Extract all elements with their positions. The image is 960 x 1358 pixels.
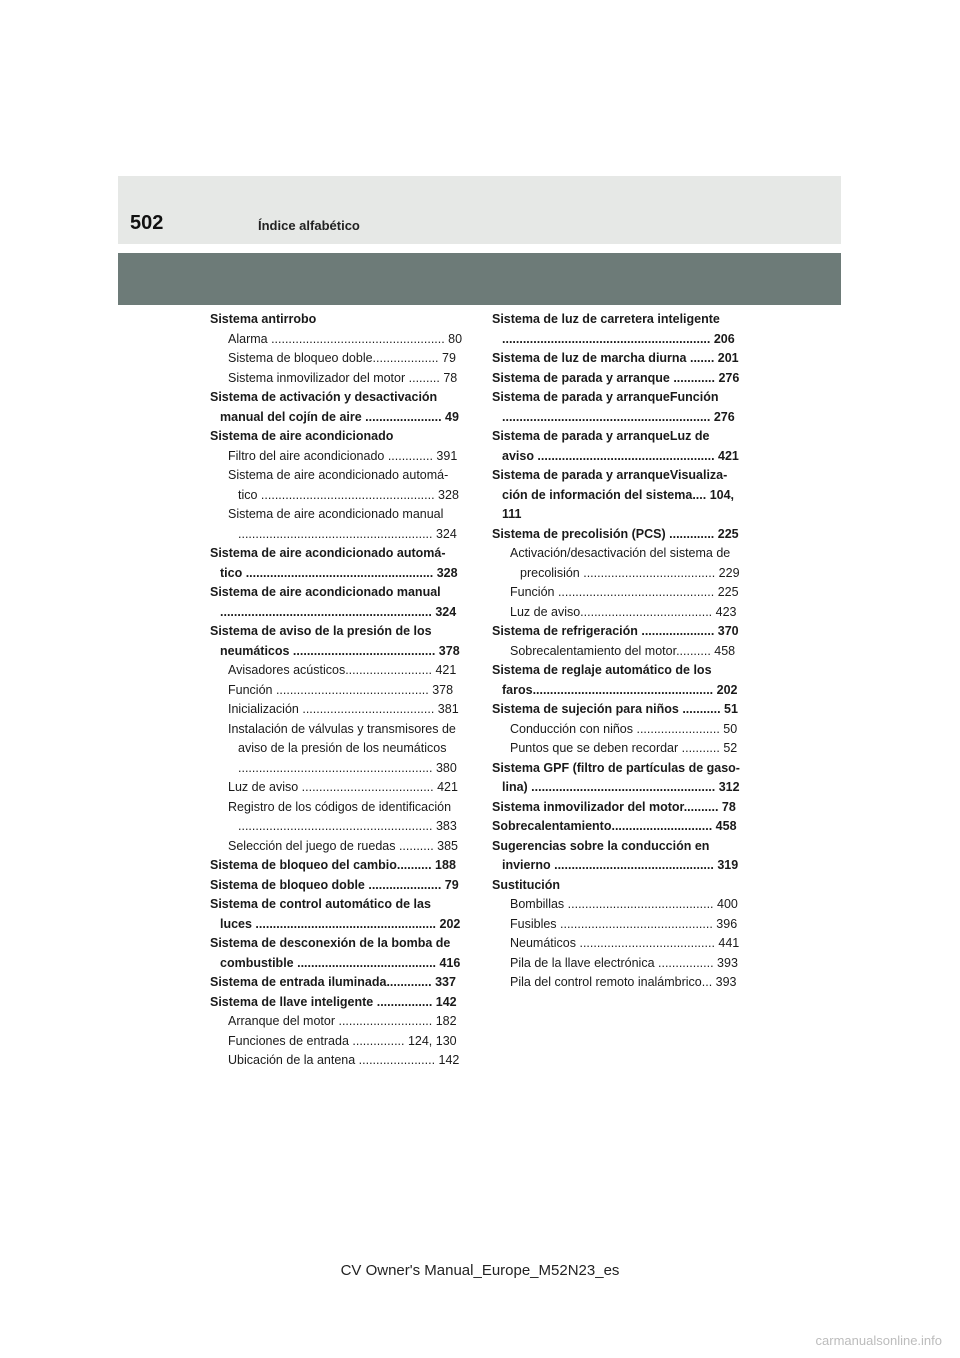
index-entry-sub: Activación/desactivación del sistema de: [510, 546, 731, 560]
index-entry-sub: Registro de los códigos de identificación: [228, 799, 452, 814]
index-column-right: [492, 310, 742, 993]
index-entry-sub: Luz de aviso...................................... 423: [510, 604, 737, 619]
index-entry-main: Sistema de sujeción para niños ........... 51: [492, 702, 738, 716]
index-entry-main: Sistema de luz de carretera inteligente: [492, 312, 720, 326]
index-entry-sub: Sistema de bloqueo doble................... 79: [228, 351, 456, 365]
index-entry-main: Sistema de parada y arranqueLuz de: [492, 429, 710, 443]
index-entry-sub: precolisión ...................................... 229: [520, 565, 740, 580]
index-entry-main: Sistema GPF (filtro de partículas de gaso-: [492, 760, 740, 775]
index-entry-main: ............................................................ 276: [502, 409, 735, 424]
index-entry-sub: Avisadores acústicos......................... 421: [228, 663, 457, 677]
index-entry-main: Sistema de precolisión (PCS) ............. 225: [492, 526, 739, 541]
footer-manual-id: CV Owner's Manual_Europe_M52N23_es: [340, 1262, 620, 1279]
index-entry-sub: Luz de aviso ...................................... 421: [228, 780, 458, 794]
index-entry-sub: tico .................................................. 328: [238, 487, 459, 502]
index-entry-main: Sistema de activación y desactivación: [210, 390, 438, 404]
index-entry-main: Sistema de control automático de las: [210, 897, 431, 911]
section-title: Índice alfabético: [258, 218, 360, 233]
index-entry-main: Sistema de entrada iluminada............. 337: [210, 975, 456, 989]
index-entry-main: luces .................................................... 202: [220, 916, 461, 931]
index-entry-main: Sistema de bloqueo doble ..................... 79: [210, 877, 459, 892]
index-entry-main: Sistema antirrobo: [210, 312, 317, 326]
index-entry-main: ción de información del sistema.... 104,: [502, 487, 735, 502]
index-entry-main: Sistema de aire acondicionado: [210, 429, 394, 443]
index-entry-main: Sistema de parada y arranque ............ 276: [492, 370, 740, 385]
index-entry-sub: Filtro del aire acondicionado ............. 391: [228, 448, 458, 463]
index-entry-sub: Instalación de válvulas y transmisores de: [228, 721, 456, 736]
index-entry-sub: Ubicación de la antena ...................... 142: [228, 1053, 460, 1067]
page-number: 502: [130, 212, 164, 234]
index-entry-main: Sistema inmovilizador del motor.......... 78: [492, 799, 736, 814]
index-entry-main: Sistema de parada y arranqueFunción: [492, 390, 719, 404]
index-entry-sub: ........................................................ 324: [238, 526, 457, 541]
index-entry-main: Sistema de refrigeración ..................... 370: [492, 624, 739, 638]
index-entry-sub: Sistema inmovilizador del motor ......... 78: [228, 370, 458, 385]
index-entry-sub: Neumáticos ....................................... 441: [510, 936, 740, 950]
index-entry-main: Sistema de aviso de la presión de los: [210, 624, 432, 638]
index-entry-sub: Arranque del motor ........................... 182: [228, 1014, 457, 1028]
index-entry-main: Sistema de bloqueo del cambio.......... 188: [210, 858, 456, 872]
watermark: carmanualsonline.info: [815, 1333, 942, 1348]
index-entry-sub: Inicialización ...................................... 381: [228, 702, 459, 716]
index-entry-main: Sistema de aire acondicionado automá-: [210, 546, 446, 560]
section-bar: [118, 253, 841, 305]
index-entry-main: manual del cojín de aire ...................... 49: [220, 409, 459, 424]
index-entry-main: Sobrecalentamiento............................. 458: [492, 819, 737, 833]
index-entry-sub: Puntos que se deben recordar ........... 52: [510, 741, 738, 755]
index-entry-main: tico ...................................................... 328: [220, 565, 458, 580]
index-entry-sub: Alarma .................................................. 80: [228, 331, 462, 346]
index-entry-main: aviso ................................................... 421: [502, 448, 739, 463]
index-entry-sub: Función ............................................ 378: [228, 682, 454, 697]
index-entry-main: Sistema de luz de marcha diurna ....... 201: [492, 351, 739, 365]
index-entry-main: Sustitución: [492, 877, 561, 892]
index-entry-sub: Pila de la llave electrónica ................ 393: [510, 955, 738, 970]
index-entry-main: Sistema de desconexión de la bomba de: [210, 936, 451, 950]
index-entry-sub: Bombillas .......................................... 400: [510, 897, 738, 911]
index-entry-main: lina) ..................................................... 312: [502, 780, 740, 794]
index-entry-main: combustible ........................................ 416: [220, 955, 461, 970]
index-entry-sub: Sistema de aire acondicionado manual: [228, 507, 444, 521]
index-entry-main: ............................................................ 206: [502, 331, 735, 346]
index-entry-main: Sistema de llave inteligente ................ 142: [210, 994, 457, 1009]
index-entry-main: faros.................................................... 202: [502, 682, 738, 697]
index-entry-sub: Sistema de aire acondicionado automá-: [228, 468, 449, 482]
index-entry-sub: Fusibles ............................................ 396: [510, 916, 738, 931]
index-entry-main: Sistema de aire acondicionado manual: [210, 585, 441, 599]
index-column-left: [210, 310, 462, 1071]
index-entry-sub: Conducción con niños ........................ 50: [510, 721, 738, 736]
index-entry-main: neumáticos ......................................... 378: [220, 643, 460, 658]
index-entry-sub: Selección del juego de ruedas .......... 385: [228, 838, 459, 853]
index-entry-sub: ........................................................ 380: [238, 760, 457, 775]
index-entry-main: Sistema de reglaje automático de los: [492, 663, 712, 677]
index-entry-main: Sistema de parada y arranqueVisualiza-: [492, 468, 728, 482]
index-entry-sub: Función ............................................. 225: [510, 585, 739, 599]
index-entry-sub: Pila del control remoto inalámbrico... 393: [510, 975, 737, 989]
index-entry-main: ............................................................. 324: [220, 604, 457, 619]
index-entry-main: Sugerencias sobre la conducción en: [492, 838, 710, 853]
index-entry-sub: Funciones de entrada ............... 124, 130: [228, 1033, 457, 1048]
index-entry-sub: ........................................................ 383: [238, 819, 457, 833]
index-entry-main: invierno .............................................. 319: [502, 858, 739, 872]
index-entry-sub: aviso de la presión de los neumáticos: [238, 741, 447, 755]
index-entry-main: 111: [502, 507, 522, 521]
index-entry-sub: Sobrecalentamiento del motor.......... 458: [510, 643, 736, 658]
header-band: [118, 176, 841, 244]
